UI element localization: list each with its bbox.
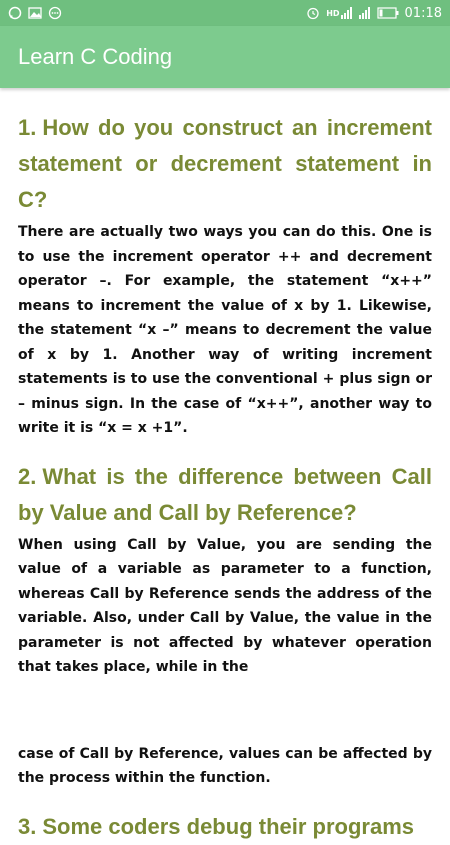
app-bar — [0, 26, 450, 88]
question-heading — [18, 110, 432, 218]
status-bar — [0, 0, 450, 26]
signal-icon — [359, 7, 371, 19]
hd-signal-icon: HD — [326, 7, 352, 19]
whatsapp-icon — [8, 6, 22, 20]
answer-text: When using Call by Value, you are sending the value of a variable as parameter to a function, whereas Call by Reference sends the address of the variable. Also, under Call by Value, the value in the parameter is not affected by whatever operation that takes place, while in the — [18, 536, 432, 675]
battery-icon — [377, 7, 399, 19]
question-title: Some coders debug their programs — [42, 813, 414, 839]
question-number: 1. — [18, 115, 37, 140]
question-heading — [18, 459, 432, 531]
answer-text-continued: case of Call by Reference, values can be affected by the process within the function. — [18, 745, 432, 786]
question-section-2 — [18, 459, 432, 791]
question-title: What is the difference between Call by Value and Call by Reference? — [18, 463, 432, 525]
alarm-icon — [306, 6, 320, 20]
status-right-icons — [306, 6, 442, 21]
question-heading — [18, 809, 432, 845]
question-section-3 — [18, 809, 432, 845]
question-section-1 — [18, 110, 432, 441]
answer-text: There are actually two ways you can do this. One is to use the increment operator ++ and decrement operator –. For example, the statement “x++” means to increment the value of x by 1. Likewise, the statement “x –” means to decrement the value of x by 1. Another way of writing increment statements is to use the conventional + plus sign or – minus sign. In the case of “x++”, another way to write it is “x = x +1”. — [18, 224, 432, 436]
question-title: How do you construct an increment statement or decrement statement in C? — [18, 115, 432, 212]
question-number: 3. — [18, 813, 37, 839]
app-title: Learn C Coding — [18, 44, 173, 69]
blank-gap — [18, 680, 432, 742]
chat-icon — [48, 6, 62, 20]
question-number: 2. — [18, 463, 37, 489]
status-left-icons — [8, 6, 62, 20]
status-time: 01:18 — [404, 5, 442, 21]
article-content[interactable] — [0, 96, 450, 839]
image-icon — [28, 7, 42, 19]
